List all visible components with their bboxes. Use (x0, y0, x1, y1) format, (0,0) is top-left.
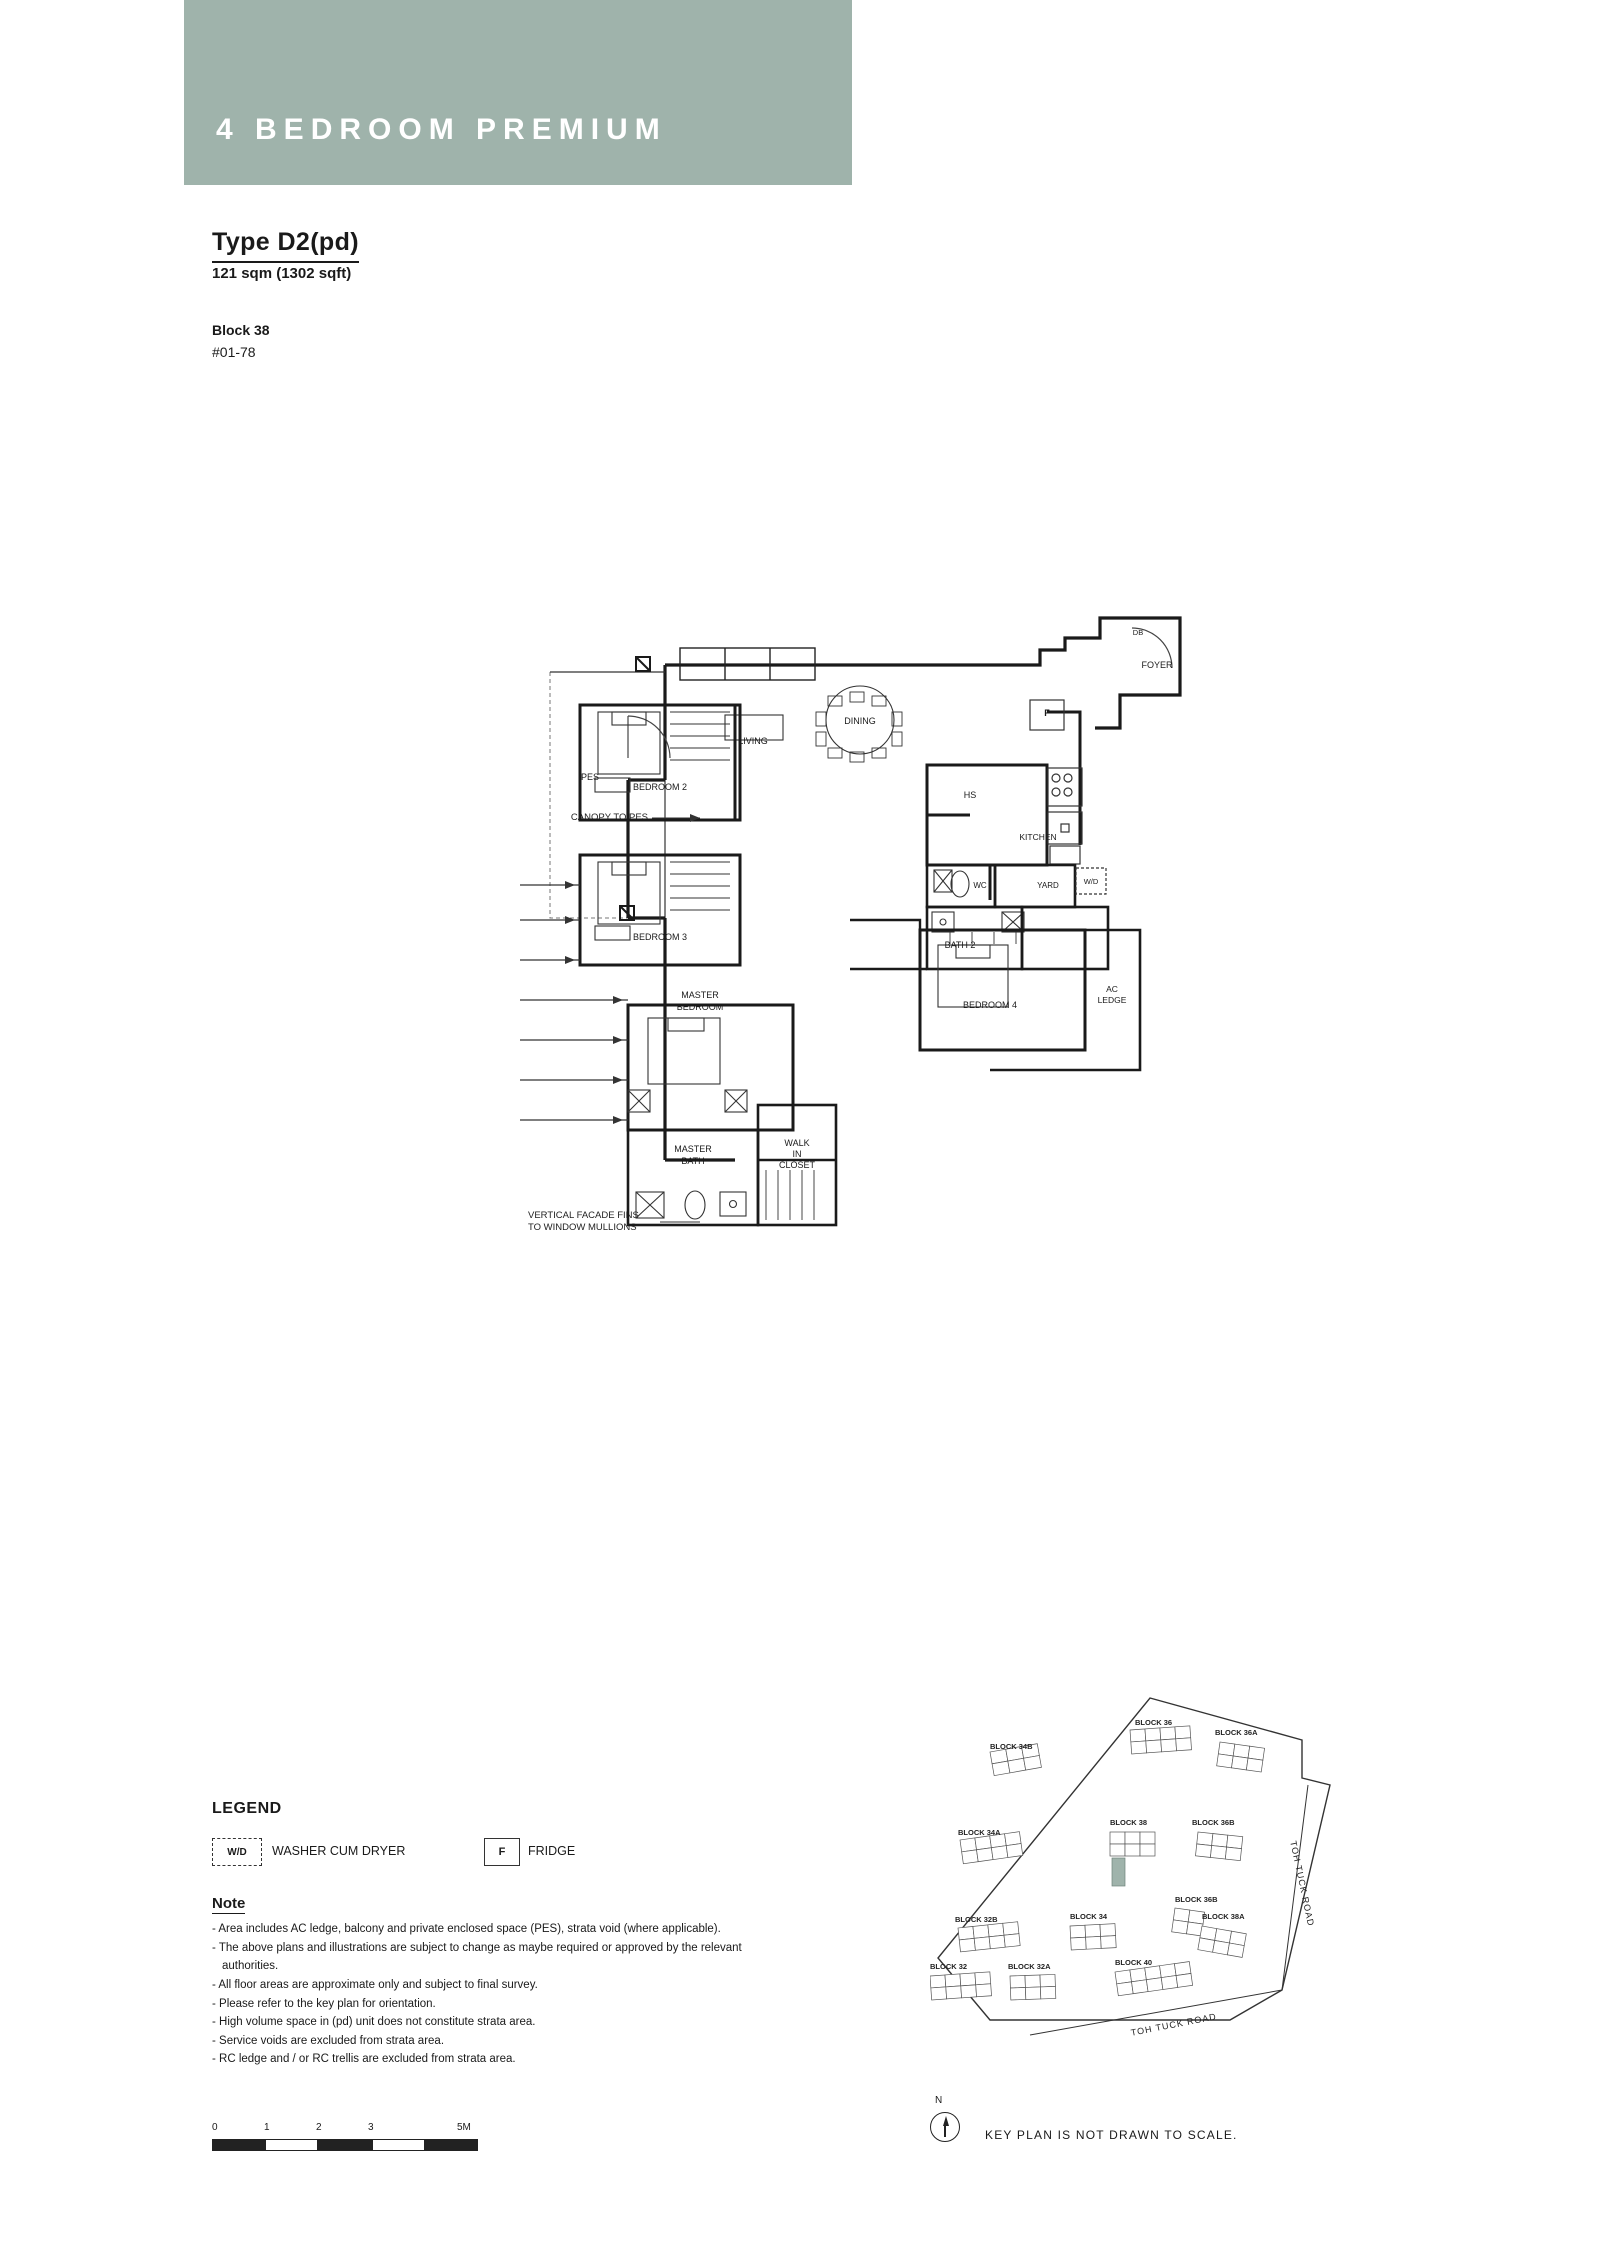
note-item: - Service voids are excluded from strata area. (212, 2034, 445, 2047)
scale-tick: 5M (457, 2122, 471, 2133)
room-label-masterbath-1: MASTER (674, 1144, 712, 1154)
note-item: - Area includes AC ledge, balcony and private enclosed space (PES), strata void (where applicable). (212, 1923, 721, 1935)
room-label-living: LIVING (738, 736, 768, 746)
room-label-dining: DINING (844, 716, 876, 726)
room-label-fridge: F (1044, 708, 1050, 718)
room-label-bath2: BATH 2 (944, 940, 976, 950)
page-title: Type D2(pd) (212, 228, 359, 263)
note-title: Note (212, 1895, 246, 1912)
room-label-master-1: MASTER (681, 990, 719, 1000)
room-label-pes: PES (580, 772, 600, 782)
keyplan-block-label-highlight: BLOCK 38 (1110, 1818, 1148, 1827)
room-label-bedroom3: BEDROOM 3 (632, 932, 688, 942)
legend-row (212, 1838, 732, 1872)
keyplan-block-label: BLOCK 40 (1115, 1958, 1153, 1967)
north-label: N (935, 2095, 943, 2106)
room-label-wc: WC (973, 881, 987, 890)
annotation-fins-line1: VERTICAL FACADE FINS (528, 1210, 639, 1221)
road-label-right: TOH TUCK ROAD (1288, 1840, 1317, 1928)
keyplan-block-label: BLOCK 34 (1070, 1912, 1108, 1921)
annotation-canopy-text: CANOPY TO PES (570, 812, 648, 823)
room-label-wic-3: CLOSET (778, 1160, 816, 1170)
room-label-kitchen: KITCHEN (1019, 832, 1057, 842)
floor-plan (520, 600, 1400, 1430)
keyplan-block-label: BLOCK 32B (955, 1915, 998, 1924)
scale-tick: 0 (212, 2122, 218, 2133)
room-label-ac-1: AC (1106, 984, 1118, 994)
scale-tick: 2 (316, 2122, 322, 2133)
washer-dryer-label: WASHER CUM DRYER (272, 1844, 406, 1858)
scale-tick: 3 (368, 2122, 374, 2133)
note-item: - RC ledge and / or RC trellis are excluded from strata area. (212, 2053, 516, 2066)
road-label-bottom: TOH TUCK ROAD (1130, 2011, 1218, 2038)
keyplan-block-label: BLOCK 38A (1202, 1912, 1245, 1921)
room-label-wic-1: WALK (784, 1138, 810, 1148)
block-label: Block 38 (212, 322, 270, 338)
fridge-symbol: F (484, 1838, 520, 1866)
keyplan-note: KEY PLAN IS NOT DRAWN TO SCALE. (985, 2128, 1238, 2142)
unit-number: #01-78 (212, 344, 256, 360)
room-label-master-2: BEDROOM (676, 1002, 724, 1012)
scale-bar (212, 2122, 492, 2162)
key-plan (930, 1690, 1450, 2150)
room-label-wd: W/D (1083, 877, 1099, 886)
unit-area: 121 sqm (1302 sqft) (212, 265, 352, 282)
note-item: - The above plans and illustrations are subject to change as maybe required or approved by the relevant authorities. (212, 1941, 742, 1973)
keyplan-block-label: BLOCK 36 (1135, 1718, 1173, 1727)
room-label-foyer: FOYER (1141, 660, 1173, 670)
room-label-db: DB (1132, 628, 1144, 637)
keyplan-block-label: BLOCK 34B (990, 1742, 1033, 1751)
room-label-bedroom2: BEDROOM 2 (632, 782, 688, 792)
keyplan-block-label: BLOCK 36B (1175, 1895, 1218, 1904)
keyplan-block-label: BLOCK 32 (930, 1962, 968, 1971)
room-label-wic-2: IN (792, 1149, 802, 1159)
north-arrow-icon (930, 2112, 960, 2142)
room-label-hs: HS (963, 790, 977, 800)
note-list (212, 1920, 772, 2069)
page-banner (184, 0, 852, 185)
note-item: - Please refer to the key plan for orientation. (212, 1997, 436, 2010)
keyplan-block-label: BLOCK 36B (1192, 1818, 1235, 1827)
keyplan-block-label: BLOCK 36A (1215, 1728, 1258, 1737)
keyplan-block-label: BLOCK 32A (1008, 1962, 1051, 1971)
washer-dryer-symbol: W/D (212, 1838, 262, 1866)
banner-title: 4 BEDROOM PREMIUM (216, 113, 667, 146)
room-label-bedroom4: BEDROOM 4 (962, 1000, 1018, 1010)
room-label-yard: YARD (1037, 881, 1059, 890)
scale-tick: 1 (264, 2122, 270, 2133)
scale-ticks (212, 2122, 492, 2136)
fridge-label: FRIDGE (528, 1844, 576, 1858)
note-item: - All floor areas are approximate only and subject to final survey. (212, 1978, 538, 1991)
annotation-fins-line2: TO WINDOW MULLIONS (528, 1221, 637, 1233)
note-item: - High volume space in (pd) unit does not constitute strata area. (212, 2016, 536, 2029)
room-label-ac-2: LEDGE (1097, 995, 1127, 1005)
scale-graphic (212, 2139, 478, 2151)
room-label-masterbath-2: BATH (681, 1156, 705, 1166)
keyplan-block-label: BLOCK 34A (958, 1828, 1001, 1837)
legend-title: LEGEND (212, 1800, 282, 1817)
